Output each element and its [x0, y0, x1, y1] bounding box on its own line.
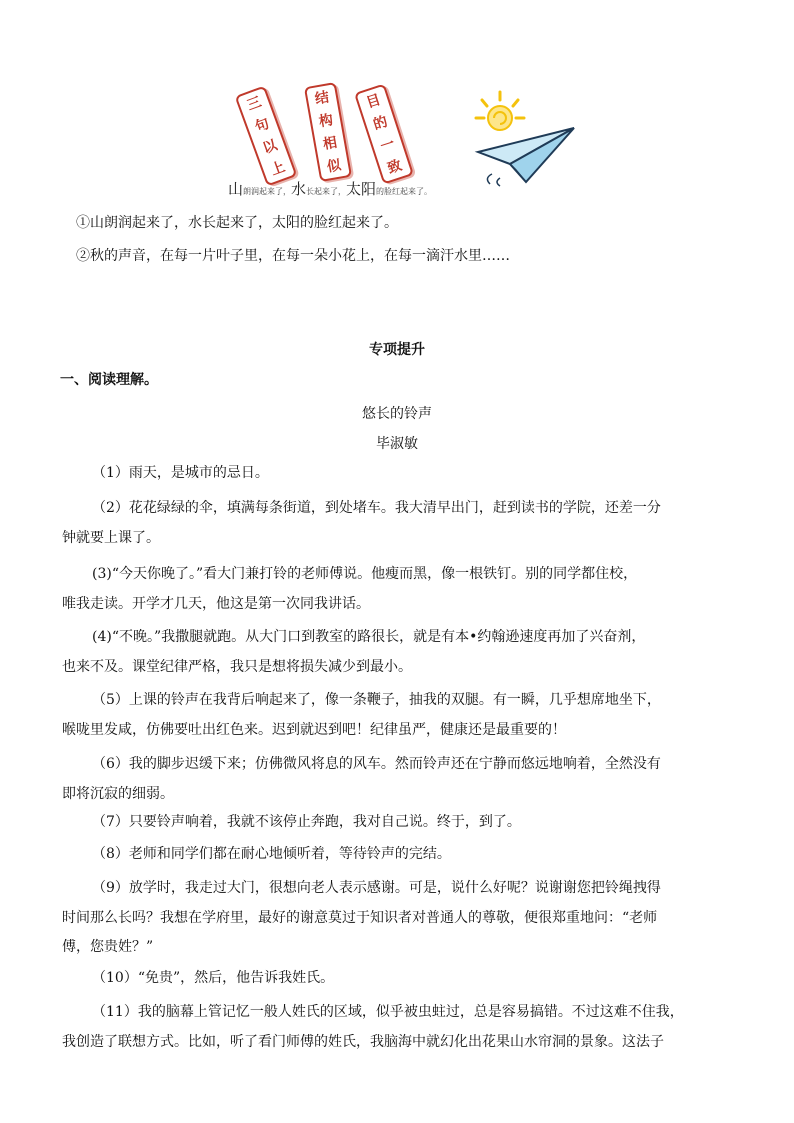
article-paragraph — [62, 998, 738, 1057]
article-paragraph — [62, 808, 738, 838]
article-paragraph — [62, 459, 738, 489]
paragraph-line: 时间那么长吗？我想在学府里，最好的谢意莫过于知识者对普通人的尊敬，便很郑重地问：“老师 — [62, 909, 658, 926]
article-paragraph — [62, 964, 738, 994]
paragraph-line: 喉咙里发咸，仿佛要吐出红色来。迟到就迟到吧！纪律虽严，健康还是最重要的！ — [62, 721, 566, 738]
article-author: 毕淑敏 — [376, 436, 418, 452]
question-heading: 一、阅读理解。 — [60, 372, 158, 388]
tag-bookmark: 结 构 相 似 — [304, 82, 352, 182]
paragraph-line: （6）我的脚步迟缓下来；仿佛微风将息的风车。然而铃声还在宁静而悠远地响着，全然没有 — [92, 756, 661, 772]
example-sentence: ②秋的声音，在每一片叶子里，在每一朵小花上，在每一滴汗水里…… — [76, 248, 510, 264]
paragraph-line: (4)“不晚。”我撒腿就跑。从大门口到教室的路很长，就是有本•约翰逊速度再加了兴奋剂， — [92, 629, 646, 645]
paragraph-line: 即将沉寂的细弱。 — [62, 785, 174, 802]
paragraph-line: （10）“免贵”，然后，他告诉我姓氏。 — [92, 970, 335, 986]
paragraph-line: （2）花花绿绿的伞，填满每条街道，到处堵车。我大清早出门，赶到读书的学院，还差一分 — [92, 500, 661, 516]
section-title: 专项提升 — [369, 342, 425, 358]
paragraph-line: 傅，您贵姓？” — [62, 939, 154, 955]
paragraph-line: (3)“今天你晚了。”看大门兼打铃的老师傅说。他瘦而黑，像一根铁钉。别的同学都住校， — [92, 566, 638, 582]
tag-bookmark: 目 的 一 致 — [354, 83, 414, 184]
article-paragraph — [62, 686, 738, 745]
paragraph-line: 我创造了联想方式。比如，听了看门师傅的姓氏，我脑海中就幻化出花果山水帘洞的景象。这法子 — [62, 1033, 664, 1050]
article-paragraph — [62, 623, 738, 682]
tag-bookmark: 三 句 以 上 — [235, 85, 298, 186]
example-sentence: ①山朗润起来了，水长起来了，太阳的脸红起来了。 — [76, 215, 398, 231]
article-paragraph — [62, 874, 738, 963]
paragraph-line: （7）只要铃声响着，我就不该停止奔跑，我对自己说。终于，到了。 — [92, 814, 521, 830]
article-paragraph — [62, 840, 738, 870]
article-paragraph — [62, 560, 738, 619]
article-paragraph — [62, 750, 738, 809]
paragraph-line: （8）老师和同学们都在耐心地倾听着，等待铃声的完结。 — [92, 846, 451, 862]
paragraph-line: 也来不及。课堂纪律严格，我只是想将损失减少到最小。 — [62, 658, 412, 675]
illustration-caption: 山朗润起来了，水长起来了，太阳的脸红起来了。 — [228, 180, 433, 198]
paragraph-line: （5）上课的铃声在我背后响起来了，像一条鞭子，抽我的双腿。有一瞬，几乎想席地坐下， — [92, 692, 661, 708]
paragraph-line: 唯我走读。开学才几天，他这是第一次同我讲话。 — [62, 595, 370, 612]
article-title: 悠长的铃声 — [362, 406, 432, 422]
article-paragraph — [62, 494, 738, 553]
paper-plane-sun-icon — [470, 90, 580, 190]
paragraph-line: （1）雨天，是城市的忌日。 — [92, 465, 269, 481]
paragraph-line: 钟就要上课了。 — [62, 529, 160, 546]
illustration — [220, 80, 580, 200]
paragraph-line: （11）我的脑幕上管记忆一般人姓氏的区域，似乎被虫蛀过，总是容易搞错。不过这难不住我， — [92, 1004, 684, 1020]
paragraph-line: （9）放学时，我走过大门，很想向老人表示感谢。可是，说什么好呢？说谢谢您把铃绳拽得 — [92, 880, 661, 896]
